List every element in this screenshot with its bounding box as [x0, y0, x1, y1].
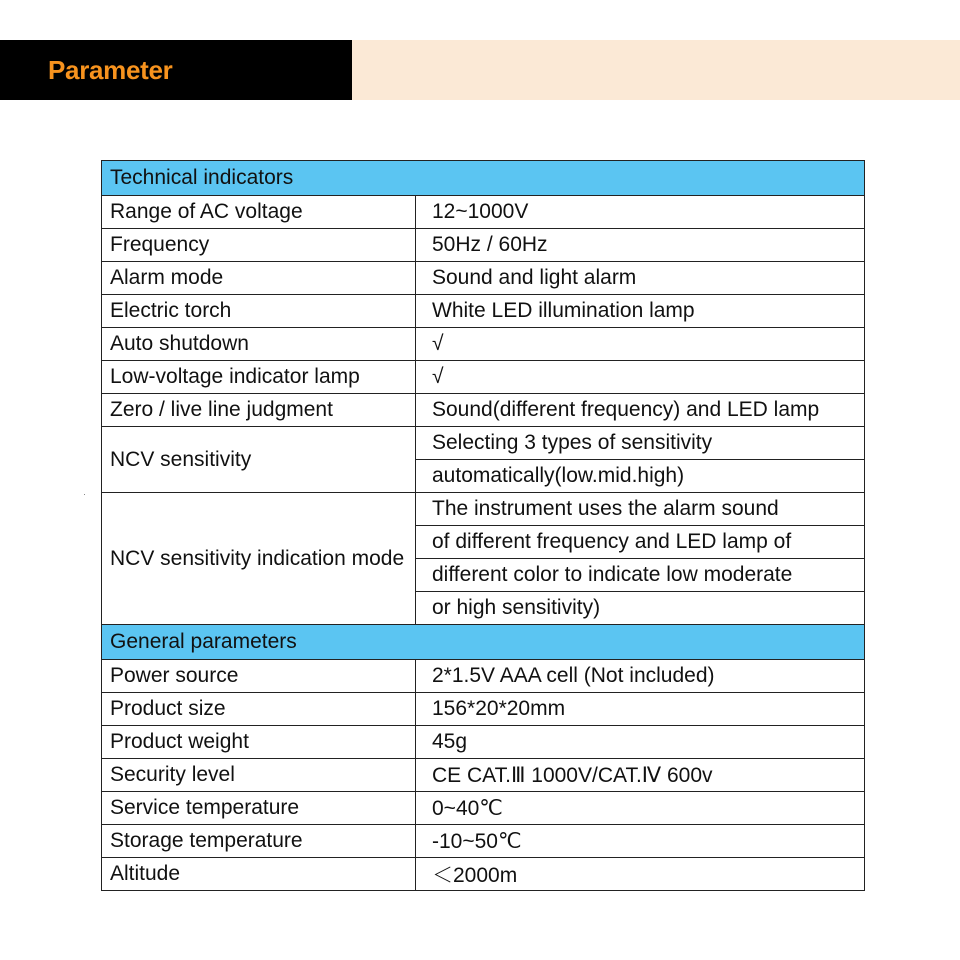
row-value: 45g: [416, 726, 865, 759]
table-row: [102, 328, 865, 361]
table-row: [102, 660, 865, 693]
row-value: 156*20*20mm: [416, 693, 865, 726]
table-row: [102, 295, 865, 328]
row-label: Auto shutdown: [102, 328, 416, 361]
row-value: CE CAT.Ⅲ 1000V/CAT.Ⅳ 600v: [416, 759, 865, 792]
row-label: Range of AC voltage: [102, 196, 416, 229]
header-beige-bar: [352, 40, 960, 100]
row-label: Power source: [102, 660, 416, 693]
row-label: Alarm mode: [102, 262, 416, 295]
table-row: [102, 726, 865, 759]
stray-dot: [84, 494, 85, 495]
row-value: 12~1000V: [416, 196, 865, 229]
row-value: 50Hz / 60Hz: [416, 229, 865, 262]
row-value-line: Selecting 3 types of sensitivity: [416, 427, 865, 460]
row-value: Sound and light alarm: [416, 262, 865, 295]
table-row: [102, 427, 865, 460]
section-heading-general: General parameters: [102, 625, 865, 660]
table-row: [102, 825, 865, 858]
row-value: ＜2000m: [416, 858, 865, 891]
row-value: -10~50℃: [416, 825, 865, 858]
table-row: [102, 493, 865, 526]
row-label: Storage temperature: [102, 825, 416, 858]
table-row: [102, 759, 865, 792]
row-label: Low-voltage indicator lamp: [102, 361, 416, 394]
row-label: Service temperature: [102, 792, 416, 825]
section-heading-technical: Technical indicators: [102, 161, 865, 196]
row-label: Electric torch: [102, 295, 416, 328]
table-row: [102, 858, 865, 891]
row-value: 2*1.5V AAA cell (Not included): [416, 660, 865, 693]
row-label: Zero / live line judgment: [102, 394, 416, 427]
row-label: Altitude: [102, 858, 416, 891]
row-value: White LED illumination lamp: [416, 295, 865, 328]
section-row: [102, 625, 865, 660]
row-value-line: automatically(low.mid.high): [416, 460, 865, 493]
table-row: [102, 262, 865, 295]
row-value: Sound(different frequency) and LED lamp: [416, 394, 865, 427]
row-label: Frequency: [102, 229, 416, 262]
row-label: Product size: [102, 693, 416, 726]
table-row: [102, 693, 865, 726]
row-value-line: of different frequency and LED lamp of: [416, 526, 865, 559]
row-value: √: [416, 361, 865, 394]
row-value-line: different color to indicate low moderate: [416, 559, 865, 592]
table-row: [102, 394, 865, 427]
table-row: [102, 229, 865, 262]
row-label: NCV sensitivity: [102, 427, 416, 493]
row-value-line: The instrument uses the alarm sound: [416, 493, 865, 526]
row-value-line: or high sensitivity): [416, 592, 865, 625]
table-row: [102, 792, 865, 825]
row-label: Security level: [102, 759, 416, 792]
table-row: [102, 196, 865, 229]
row-label: Product weight: [102, 726, 416, 759]
row-label: NCV sensitivity indication mode: [102, 493, 416, 625]
row-value: 0~40℃: [416, 792, 865, 825]
section-row: [102, 161, 865, 196]
row-value: √: [416, 328, 865, 361]
table-row: [102, 361, 865, 394]
parameter-table: [101, 160, 865, 891]
page-title: Parameter: [48, 55, 173, 85]
